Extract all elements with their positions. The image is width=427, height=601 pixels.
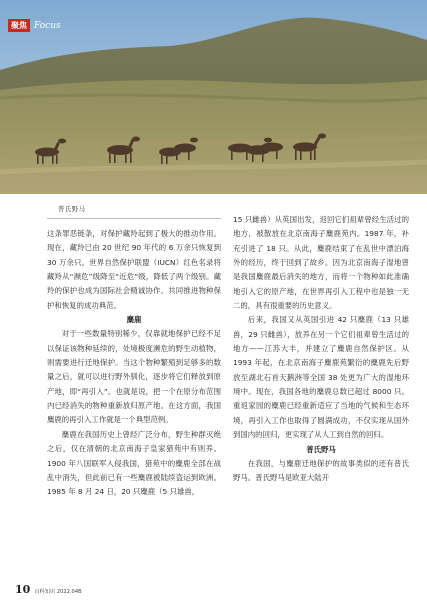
paragraph: 15 只雌兽）从英国出发，返回它们祖辈曾经生活过的地方，被散放在北京南海子麋鹿苑内。1987 年，补充引进了 18 只。从此，麋鹿结束了在乱世中漂泊海外的经历，终于回到了故乡。因为北京南海子湿地曾是我国麋鹿最后消失的地方，而将一个物种如此准确地引入它的原产地，在世界再引入工程中也是独一无二的，具有很重要的历史意义。 [233,215,409,311]
paragraph: 后来，我国又从英国引进 42 只麋鹿（13 只雄兽，29 只雌兽），放养在另一个它们祖辈曾生活过的地方——江苏大丰，并建立了麋鹿自然保护区。从 1993 年起，在北京南海子麋鹿苑繁衍的麋鹿先后野放至湖北石首天鹅洲等全国 38 处更为广大的湿地环境中。现在，我国各地的麋鹿总数已超过 8000 只。重返家园的麋鹿已经重新适应了当地的气候和生态环境，再引入工作也取得了圆满成功，不仅实现从国外到国内的回归，更实现了从人工到自然的回归。 [233,315,409,440]
section-heading: 普氏野马 [306,444,336,454]
page-footer [15,583,82,596]
photo-caption: 普氏野马 [58,205,86,213]
article-left-column [47,227,221,500]
steppe-horses-photo [0,0,427,194]
paragraph: 麋鹿在我国历史上曾经广泛分布，野生种群灭绝之后，仅在清朝的北京南海子皇家猎苑中有则养。1900 年八国联军入侵我国，猎苑中的麋鹿全部在战乱中消失，但此前已有一些麋鹿被陆续盗运到欧洲。1985 年 8 月 24 日，20 只麋鹿（5 只雄兽， [47,429,221,497]
paragraph: 这条罪恶链条，对保护藏羚起到了极大的推动作用。现在，藏羚已由 20 世纪 90 年代的 6 万余只恢复到 30 万余只。世界自然保护联盟（IUCN）红色名录将藏羚从“濒危”级降至“近危”级，降低了两个级别。藏羚的保护也成为国际社会精诚协作、共同推进物种保护和恢复的成功典范。 [47,229,221,310]
article-right-column [233,213,409,486]
page-number: 10 [15,583,31,596]
publication-info: 百科知识 2022.04B [34,589,82,595]
section-tag-cn: 聚焦 [8,19,30,32]
paragraph: 对于一些数量特别稀少，仅靠就地保护已经不足以保证该物种延续的，处境极度濒危的野生动植物，则需要进行迁地保护。当这个物种繁殖到足够多的数量之后，就可以进行野外驯化，逐步将它们释放到原产地，即“再引入”。也就是说，把一个在原分布范围内已经消失的物种重新放归原产地。在这方面，我国麋鹿的再引入工作就是一个典型范例。 [47,329,221,425]
caption-divider [47,218,221,219]
paragraph: 在我国，与麋鹿迁地保护的故事类似的还有普氏野马。普氏野马是欧亚大陆开 [233,458,409,483]
section-tag [8,19,61,32]
section-heading: 麋鹿 [126,315,142,325]
section-tag-en: Focus [34,20,61,31]
